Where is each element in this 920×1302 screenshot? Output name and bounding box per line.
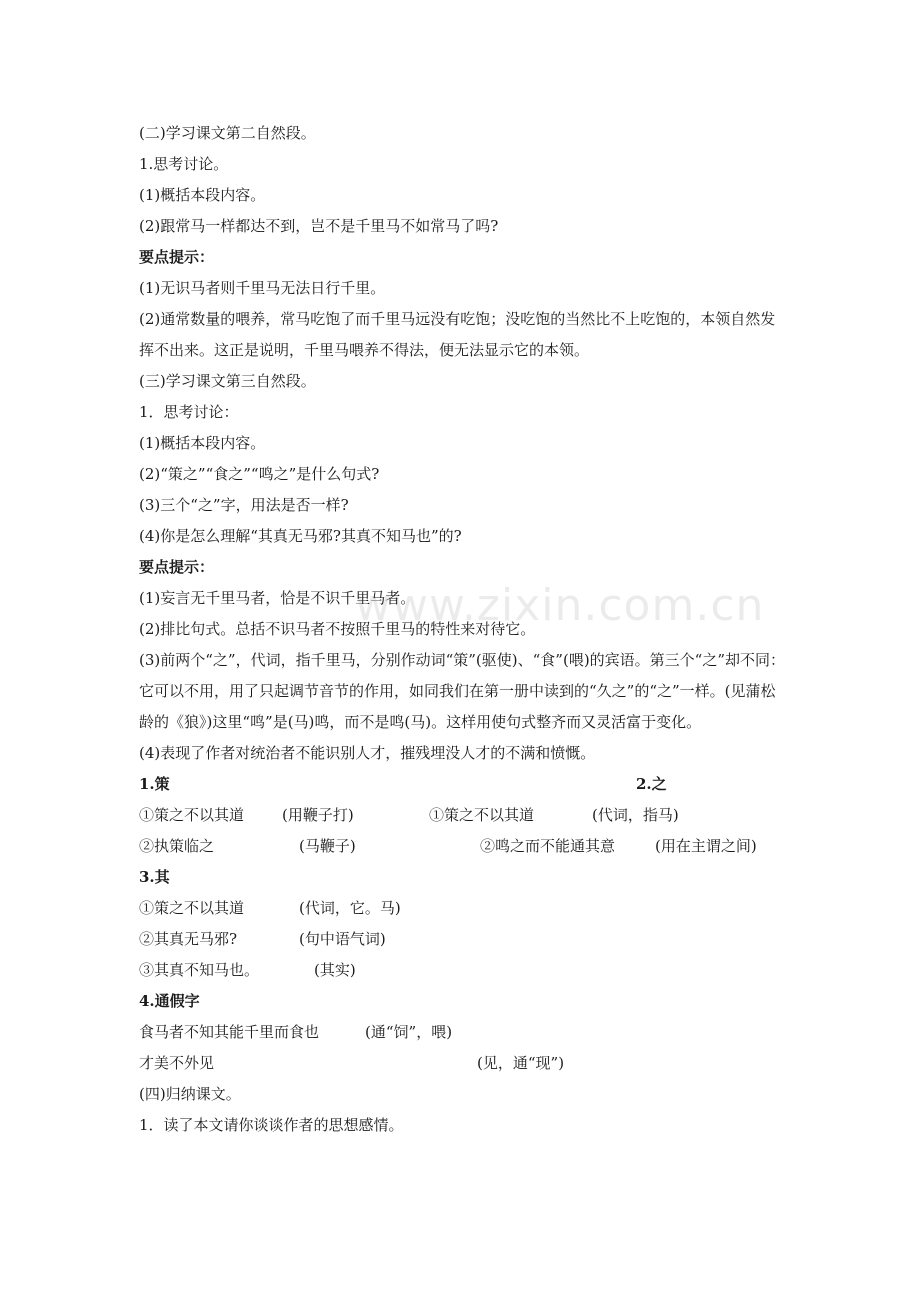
answer-item: (2)排比句式。总括不识马者不按照千里马的特性来对待它。 — [139, 620, 536, 638]
watermark: www.zixin.com.cn — [355, 580, 765, 631]
question-item: (1)概括本段内容。 — [139, 186, 266, 204]
vocab-row — [139, 893, 789, 924]
vocab-row — [139, 800, 789, 831]
vocab-meaning: (其实) — [314, 961, 356, 979]
answer-item: (1)无识马者则千里马无法日行千里。 — [139, 279, 386, 297]
vocab-example: ③其真不知马也。 — [139, 961, 260, 979]
answer-paragraph: (2)通常数量的喂养，常马吃饱了而千里马远没有吃饱；没吃饱的当然比不上吃饱的，本领自然发挥不出来。这正是说明，千里马喂养不得法，便无法显示它的本领。 — [139, 310, 776, 359]
vocab-example: 食马者不知其能千里而食也 — [139, 1023, 320, 1041]
vocab-meaning: (马鞭子) — [299, 837, 356, 855]
question-item: (1)概括本段内容。 — [139, 434, 266, 452]
section-heading: (四)归纳课文。 — [139, 1085, 241, 1103]
vocab-meaning: (用在主谓之间) — [655, 837, 757, 855]
vocab-heading-row — [139, 986, 789, 1017]
discussion-heading: 1.思考讨论。 — [139, 155, 229, 173]
question-item: (3)三个“之”字，用法是否一样? — [139, 496, 349, 514]
vocab-meaning: (见，通“现”) — [477, 1054, 565, 1072]
vocab-heading-row — [139, 862, 789, 893]
vocab-heading-qi: 3.其 — [139, 868, 170, 886]
question-item: 1．读了本文请你谈谈作者的思想感情。 — [139, 1116, 404, 1134]
section-heading: (三)学习课文第三自然段。 — [139, 372, 316, 390]
vocab-meaning: (句中语气词) — [299, 930, 386, 948]
vocab-row — [139, 1048, 789, 1079]
section-heading: (二)学习课文第二自然段。 — [139, 124, 316, 142]
vocab-example: 才美不外见 — [139, 1054, 215, 1072]
answer-item: (1)妄言无千里马者，恰是不识千里马者。 — [139, 589, 416, 607]
vocab-meaning: (用鞭子打) — [282, 806, 354, 824]
key-points-heading: 要点提示： — [139, 558, 215, 576]
vocab-heading-tongjia: 4.通假字 — [139, 992, 200, 1010]
vocab-row — [139, 955, 789, 986]
question-item: (2)“策之”“食之”“鸣之”是什么句式? — [139, 465, 380, 483]
vocab-example: ②其真无马邪? — [139, 930, 238, 948]
vocab-row — [139, 1017, 789, 1048]
vocab-meaning: (代词，它。马) — [299, 899, 401, 917]
vocab-meaning: (通“饲”，喂) — [365, 1023, 453, 1041]
vocab-example: ①策之不以其道 — [139, 806, 245, 824]
vocab-heading-zhi: 2.之 — [636, 775, 667, 793]
vocab-meaning: (代词，指马) — [592, 806, 679, 824]
vocab-headings-row — [139, 769, 789, 800]
discussion-heading: 1．思考讨论： — [139, 403, 239, 421]
question-item: (4)你是怎么理解“其真无马邪?其真不知马也”的? — [139, 527, 462, 545]
question-item: (2)跟常马一样都达不到，岂不是千里马不如常马了吗? — [139, 217, 499, 235]
document-body — [139, 118, 789, 1141]
answer-paragraph: (3)前两个“之”，代词，指千里马，分别作动词“策”(驱使)、“食”(喂)的宾语。第三个“之”却不同：它可以不用，用了只起调节音节的作用，如同我们在第一册中读到的“久之”的“之”一样。(见蒲松龄的《狼》)这里“鸣”是(马)鸣，而不是鸣(马)。这样用使句式整齐而又灵活富于变化。 — [139, 651, 786, 731]
vocab-example: ②执策临之 — [139, 837, 215, 855]
vocab-example: ②鸣之而不能通其意 — [480, 837, 616, 855]
vocab-row — [139, 831, 789, 862]
vocab-row — [139, 924, 789, 955]
answer-item: (4)表现了作者对统治者不能识别人才，摧残埋没人才的不满和愤慨。 — [139, 744, 596, 762]
key-points-heading: 要点提示： — [139, 248, 215, 266]
vocab-heading-ce: 1.策 — [139, 775, 170, 793]
vocab-example: ①策之不以其道 — [139, 899, 245, 917]
vocab-example: ①策之不以其道 — [429, 806, 535, 824]
